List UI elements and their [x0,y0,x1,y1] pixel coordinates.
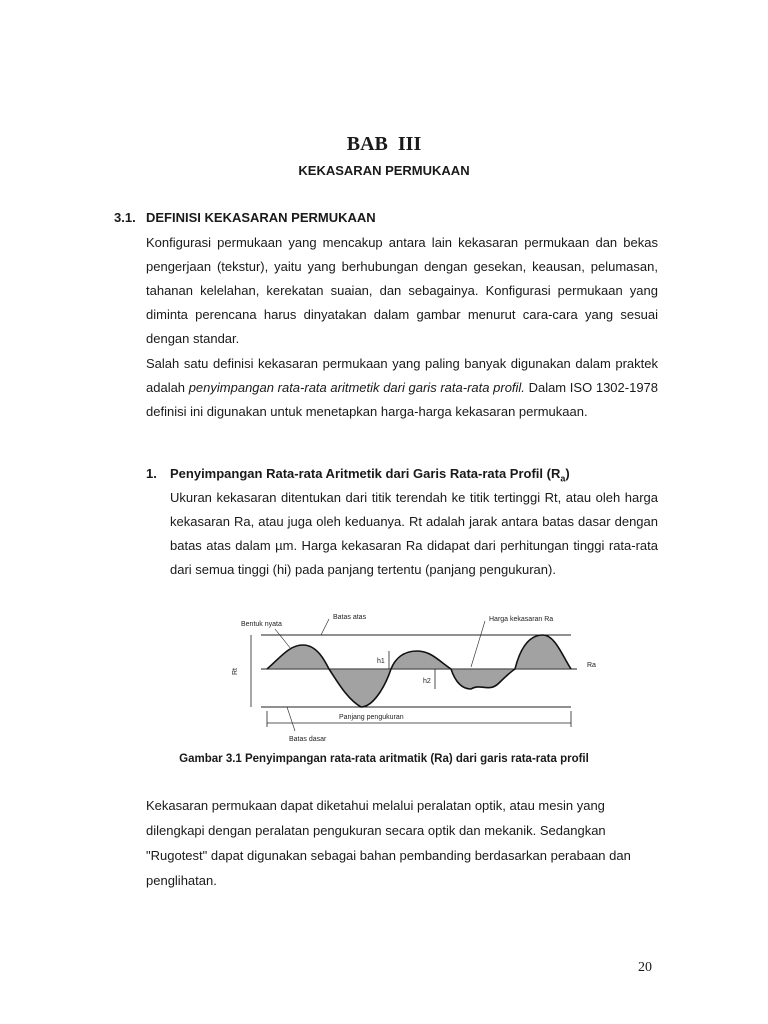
paragraph-definisi-start: Salah satu definisi kekasaran permukaan yang paling banyak digunakan dalam praktek adalah [146,356,658,395]
hatch-peak-2 [391,651,451,669]
list-item-number: 1. [146,466,157,481]
batas-atas-leader [321,619,329,635]
harga-leader [471,621,485,667]
hatch-peak-1 [267,645,329,669]
list-item-title [170,466,570,484]
section-title: DEFINISI KEKASARAN PERMUKAAN [146,210,376,225]
rt-label: Rt [232,668,239,675]
list-item-title-subscript: a [560,473,566,484]
h1-label: h1 [377,658,385,665]
hatch-peak-3 [515,635,571,669]
figure-caption: Gambar 3.1 Penyimpangan rata-rata aritmatik (Ra) dari garis rata-rata profil [179,753,589,765]
panjang-label: Panjang pengukuran [339,714,404,721]
batas-dasar-leader [287,707,295,731]
section-number: 3.1. [114,210,136,225]
chapter-title: BAB III [346,133,422,155]
page-number: 20 [638,960,652,975]
chapter-subtitle: KEKASARAN PERMUKAAN [298,163,470,178]
definition-emphasis: penyimpangan rata-rata aritmetik dari garis rata-rata profil. [188,380,525,395]
batas-atas-label: Batas atas [333,614,367,621]
harga-kekasaran-label: Harga kekasaran Ra [489,616,554,623]
paragraph-definisi-end: Dalam ISO 1302-1978 definisi ini digunakan untuk menetapkan harga-harga kekasaran permukaan. [146,380,659,419]
roughness-diagram [225,611,601,751]
profile-curve [267,635,571,707]
h2-label: h2 [423,678,431,685]
paragraph-konfigurasi: Konfigurasi permukaan yang mencakup antara lain kekasaran permukaan dan bekas pengerjaan (tekstur), yaitu yang berhubungan dengan gesekan, keausan, pelumasan, tahanan kelelahan, kerekatan suaian, dan sebagainya. Konfigurasi permukaan yang diminta perencana harus dinyatakan dalam gambar menurut cara-cara yang sesuai dengan standar. [146,235,658,346]
list-item-paragraph: Ukuran kekasaran ditentukan dari titik terendah ke titik tertinggi Rt, atau oleh harga kekasaran Ra, atau juga oleh keduanya. Rt adalah jarak antara batas dasar dengan batas atas dalam µm. Harga kekasaran Ra didapat dari perhitungan tinggi rata-rata dari semua tinggi (hi) pada panjang tertentu (panjang pengukuran). [170,490,658,577]
list-item-title-close: ) [565,466,570,481]
paragraph-definisi [146,352,658,424]
list-item-title-text: Penyimpangan Rata-rata Aritmetik dari Garis Rata-rata Profil (R [170,466,561,481]
paragraph-closing: Kekasaran permukaan dapat diketahui melalui peralatan optik, atau mesin yang dilengkapi dengan peralatan pengukuran secara optik dan mekanik. Sedangkan "Rugotest" dapat digunakan sebagai bahan pembanding berdasarkan perabaan dan penglihatan. [146,798,631,888]
bentuk-leader [275,629,291,649]
bentuk-nyata-label: Bentuk nyata [241,621,282,628]
surface-roughness-figure [225,611,601,751]
batas-dasar-label: Batas dasar [289,736,327,743]
ra-label: Ra [587,662,596,669]
